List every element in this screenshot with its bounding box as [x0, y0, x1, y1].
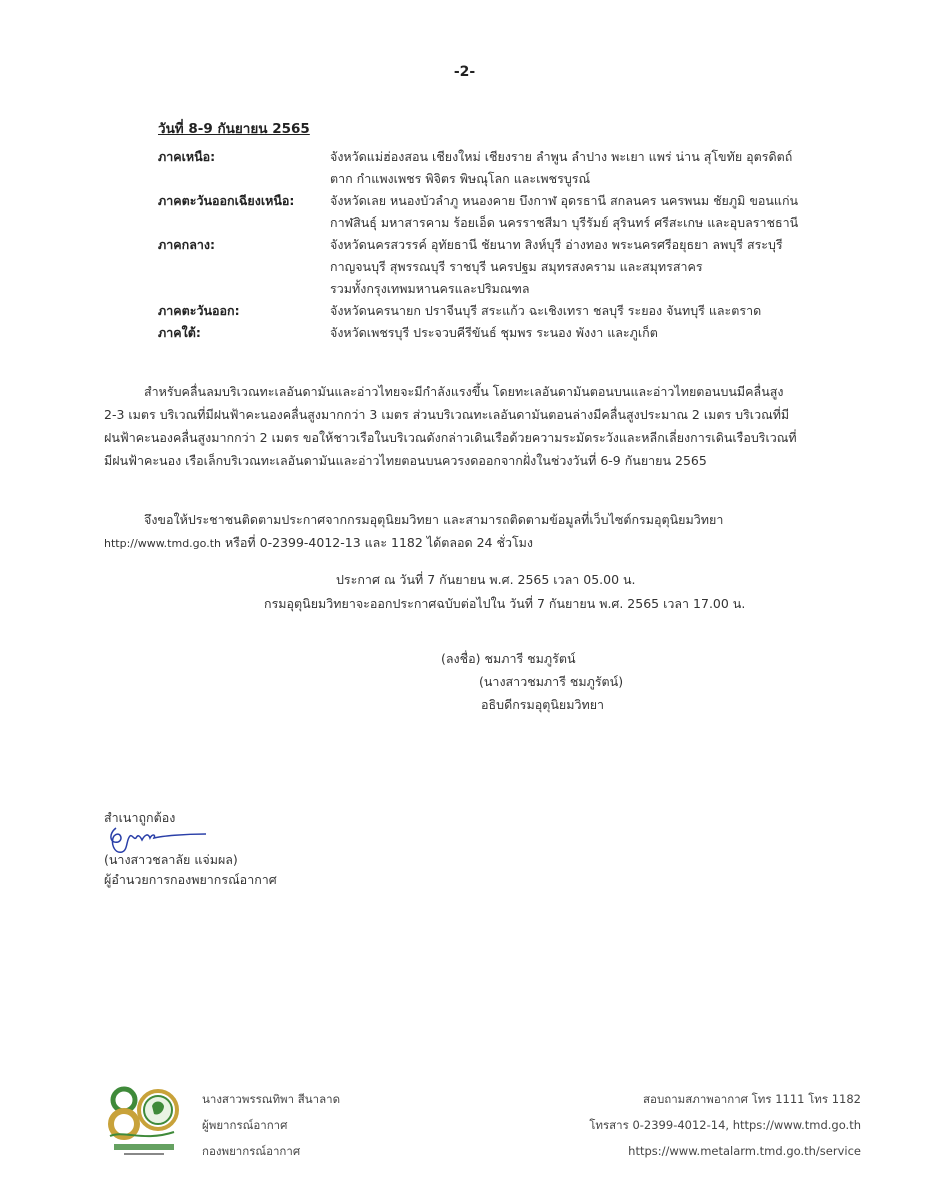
- forecaster-info: [202, 1086, 340, 1164]
- signed-label: (ลงชื่อ): [441, 651, 481, 666]
- paragraph-line: [104, 531, 844, 555]
- date-heading: วันที่ 8-9 กันยายน 2565: [158, 121, 310, 137]
- next-issue-time: กรมอุตุนิยมวิทยาจะออกประกาศฉบับต่อไปใน วันที่ 7 กันยายน พ.ศ. 2565 เวลา 17.00 น.: [264, 596, 746, 611]
- paragraph-line: 2-3 เมตร บริเวณที่มีฝนฟ้าคะนองคลื่นสูงมากกว่า 3 เมตร ส่วนบริเวณทะเลอันดามันตอนล่างมีคลื่นสูงประมาณ 2 เมตร บริเวณที่มี: [104, 407, 790, 422]
- region-northeast: [158, 190, 858, 234]
- certified-label: สำเนาถูกต้อง: [104, 810, 176, 825]
- metalarm-service-link[interactable]: https://www.metalarm.tmd.go.th/service: [628, 1144, 861, 1158]
- forecaster-division: กองพยากรณ์อากาศ: [202, 1144, 301, 1158]
- paragraph-line: จึงขอให้ประชาชนติดตามประกาศจากกรมอุตุนิยมวิทยา และสามารถติดตามข้อมูลที่เว็บไซต์กรมอุตุนิยมวิทยา: [144, 512, 724, 527]
- announcement-block: [0, 568, 929, 616]
- region-line: จังหวัดนครสวรรค์ อุทัยธานี ชัยนาท สิงห์บุรี อ่างทอง พระนครศรีอยุธยา ลพบุรี สระบุรี: [330, 237, 783, 252]
- issued-time: ประกาศ ณ วันที่ 7 กันยายน พ.ศ. 2565 เวลา 05.00 น.: [336, 572, 636, 587]
- certifier-position: ผู้อำนวยการกองพยากรณ์อากาศ: [104, 872, 277, 887]
- handwritten-signature: [104, 822, 214, 858]
- signed-name: ชมภารี ชมภูรัตน์: [484, 651, 576, 666]
- contact-info: [589, 1086, 861, 1164]
- director-position: อธิบดีกรมอุตุนิยมวิทยา: [481, 697, 605, 712]
- region-east: [158, 300, 858, 322]
- paragraph-line: ฝนฟ้าคะนองคลื่นสูงมากกว่า 2 เมตร ขอให้ชาวเรือในบริเวณดังกล่าวเดินเรือด้วยความระมัดระวังและหลีกเลี่ยงการเดินเรือบริเวณที่: [104, 430, 797, 445]
- follow-up-paragraph: [104, 508, 844, 555]
- contact-text: หรือที่ 0-2399-4012-13 และ 1182 ได้ตลอด 24 ชั่วโมง: [220, 535, 534, 550]
- region-line: กาฬสินธุ์ มหาสารคาม ร้อยเอ็ด นครราชสีมา บุรีรัมย์ สุรินทร์ ศรีสะเกษ และอุบลราชธานี: [330, 215, 799, 230]
- tmd-website-link[interactable]: http://www.tmd.go.th: [104, 537, 221, 550]
- regions-list: [158, 146, 858, 344]
- forecaster-name: นางสาวพรรณทิพา สีนาลาด: [202, 1092, 341, 1106]
- paragraph-line: สำหรับคลื่นลมบริเวณทะเลอันดามันและอ่าวไทยจะมีกำลังแรงขึ้น โดยทะเลอันดามันตอนบนและอ่าวไทยตอนบนมีคลื่นสูง: [144, 384, 784, 399]
- region-line: รวมทั้งกรุงเทพมหานครและปริมณฑล: [330, 281, 530, 296]
- fax-and-website[interactable]: โทรสาร 0-2399-4012-14, https://www.tmd.go.th: [589, 1118, 861, 1132]
- page-number: -2-: [453, 64, 476, 80]
- tmd-80th-anniversary-logo: [104, 1080, 184, 1160]
- wave-warning-paragraph: [104, 380, 844, 472]
- region-provinces: [330, 322, 858, 344]
- paragraph-line: มีฝนฟ้าคะนอง เรือเล็กบริเวณทะเลอันดามันและอ่าวไทยตอนบนควรงดออกจากฝั่งในช่วงวันที่ 6-9 กันยายน 2565: [104, 453, 707, 468]
- forecaster-title: ผู้พยากรณ์อากาศ: [202, 1118, 288, 1132]
- region-provinces: [330, 234, 858, 300]
- region-line: ตาก กำแพงเพชร พิจิตร พิษณุโลก และเพชรบูรณ์: [330, 171, 591, 186]
- region-label: ภาคกลาง:: [158, 237, 215, 252]
- certifier-name: (นางสาวชลาลัย แจ่มผล): [104, 852, 238, 867]
- signed-line: [441, 647, 623, 670]
- region-line: จังหวัดเลย หนองบัวลำภู หนองคาย บึงกาฬ อุดรธานี สกลนคร นครพนม ชัยภูมิ ขอนแก่น: [330, 193, 799, 208]
- region-line: กาญจนบุรี สุพรรณบุรี ราชบุรี นครปฐม สมุทรสงคราม และสมุทรสาคร: [330, 259, 703, 274]
- region-label: ภาคตะวันออก:: [158, 303, 240, 318]
- region-central: [158, 234, 858, 300]
- director-full-name: (นางสาวชมภารี ชมภูรัตน์): [479, 674, 624, 689]
- region-provinces: [330, 190, 858, 234]
- region-provinces: [330, 300, 858, 322]
- region-line: จังหวัดแม่ฮ่องสอน เชียงใหม่ เชียงราย ลำพูน ลำปาง พะเยา แพร่ น่าน สุโขทัย อุตรดิตถ์: [330, 149, 793, 164]
- region-south: [158, 322, 858, 344]
- director-signature-block: [441, 647, 623, 716]
- region-line: จังหวัดเพชรบุรี ประจวบคีรีขันธ์ ชุมพร ระนอง พังงา และภูเก็ต: [330, 325, 658, 340]
- region-label: ภาคตะวันออกเฉียงเหนือ:: [158, 193, 295, 208]
- region-label: ภาคเหนือ:: [158, 149, 216, 164]
- region-label: ภาคใต้:: [158, 325, 201, 340]
- region-north: [158, 146, 858, 190]
- region-provinces: [330, 146, 858, 190]
- region-line: จังหวัดนครนายก ปราจีนบุรี สระแก้ว ฉะเชิงเทรา ชลบุรี ระยอง จันทบุรี และตราด: [330, 303, 762, 318]
- weather-hotline: สอบถามสภาพอากาศ โทร 1111 โทร 1182: [643, 1092, 861, 1106]
